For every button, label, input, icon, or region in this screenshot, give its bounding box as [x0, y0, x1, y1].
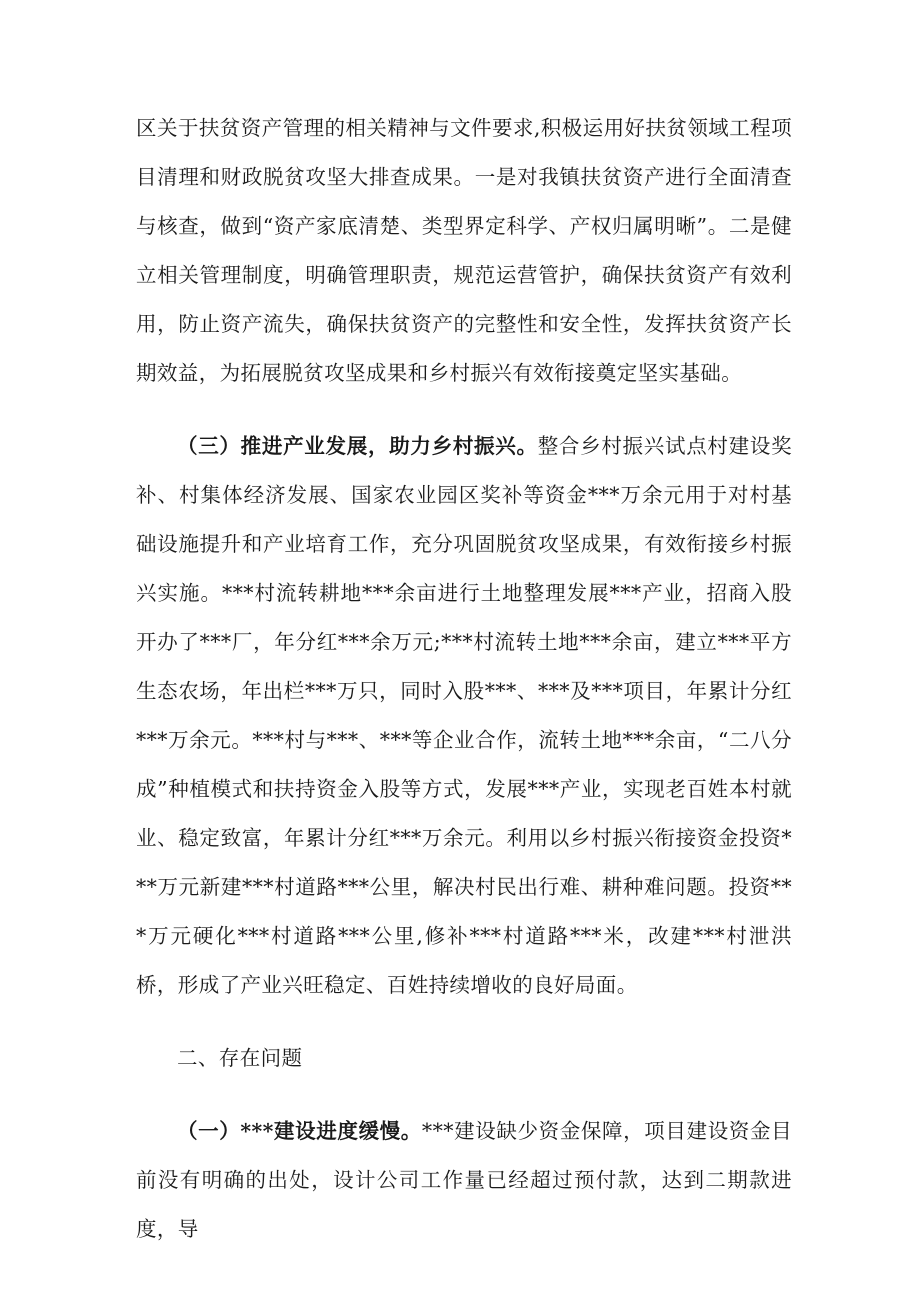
document-page [136, 104, 792, 1254]
paragraph-text: ***建设缺少资金保障，项目建设资金目前没有明确的出处，设计公司工作量已经超过预付款，达到二期款进度，导 [136, 1119, 792, 1241]
section-heading-industry: （三）推进产业发展，助力乡村振兴。 [177, 434, 538, 458]
paragraph-construction-delay [136, 1107, 792, 1254]
paragraph-text: 整合乡村振兴试点村建设奖补、村集体经济发展、国家农业园区奖补等资金***万余元用于对村基础设施提升和产业培育工作，充分巩固脱贫攻坚成果，有效衔接乡村振兴实施。***村流转耕地***余亩进行土地整理发展***产业，招商入股开办了***厂，年分红***余万元;***村流转土地***余亩，建立***平方生态农场，年出栏***万只，同时入股***、***及***项目，年累计分红***万余元。***村与***、***等企业合作，流转土地***余亩，“二八分成”种植模式和扶持资金入股等方式，发展***产业，实现老百姓本村就业、稳定致富，年累计分红***万余元。利用以乡村振兴衔接资金投资***万元新建***村道路***公里，解决村民出行难、耕种难问题。投资***万元硬化***村道路***公里,修补***村道路***米，改建***村泄洪桥，形成了产业兴旺稳定、百姓持续增收的良好局面。 [136, 434, 792, 997]
paragraph-industry-development [136, 422, 792, 1010]
section-heading-delay: （一）***建设进度缓慢。 [177, 1119, 422, 1143]
section-title-text: 二、存在问题 [177, 1046, 303, 1070]
paragraph-asset-management [136, 104, 792, 398]
paragraph-text: 区关于扶贫资产管理的相关精神与文件要求,积极运用好扶贫领域工程项目清理和财政脱贫攻坚大排查成果。一是对我镇扶贫资产进行全面清查与核查，做到“资产家底清楚、类型界定科学、产权归属明晰”。二是健立相关管理制度，明确管理职责，规范运营管护，确保扶贫资产有效利用，防止资产流失，确保扶贫资产的完整性和安全性，发挥扶贫资产长期效益，为拓展脱贫攻坚成果和乡村振兴有效衔接奠定坚实基础。 [136, 116, 792, 385]
section-title-problems [136, 1034, 792, 1083]
